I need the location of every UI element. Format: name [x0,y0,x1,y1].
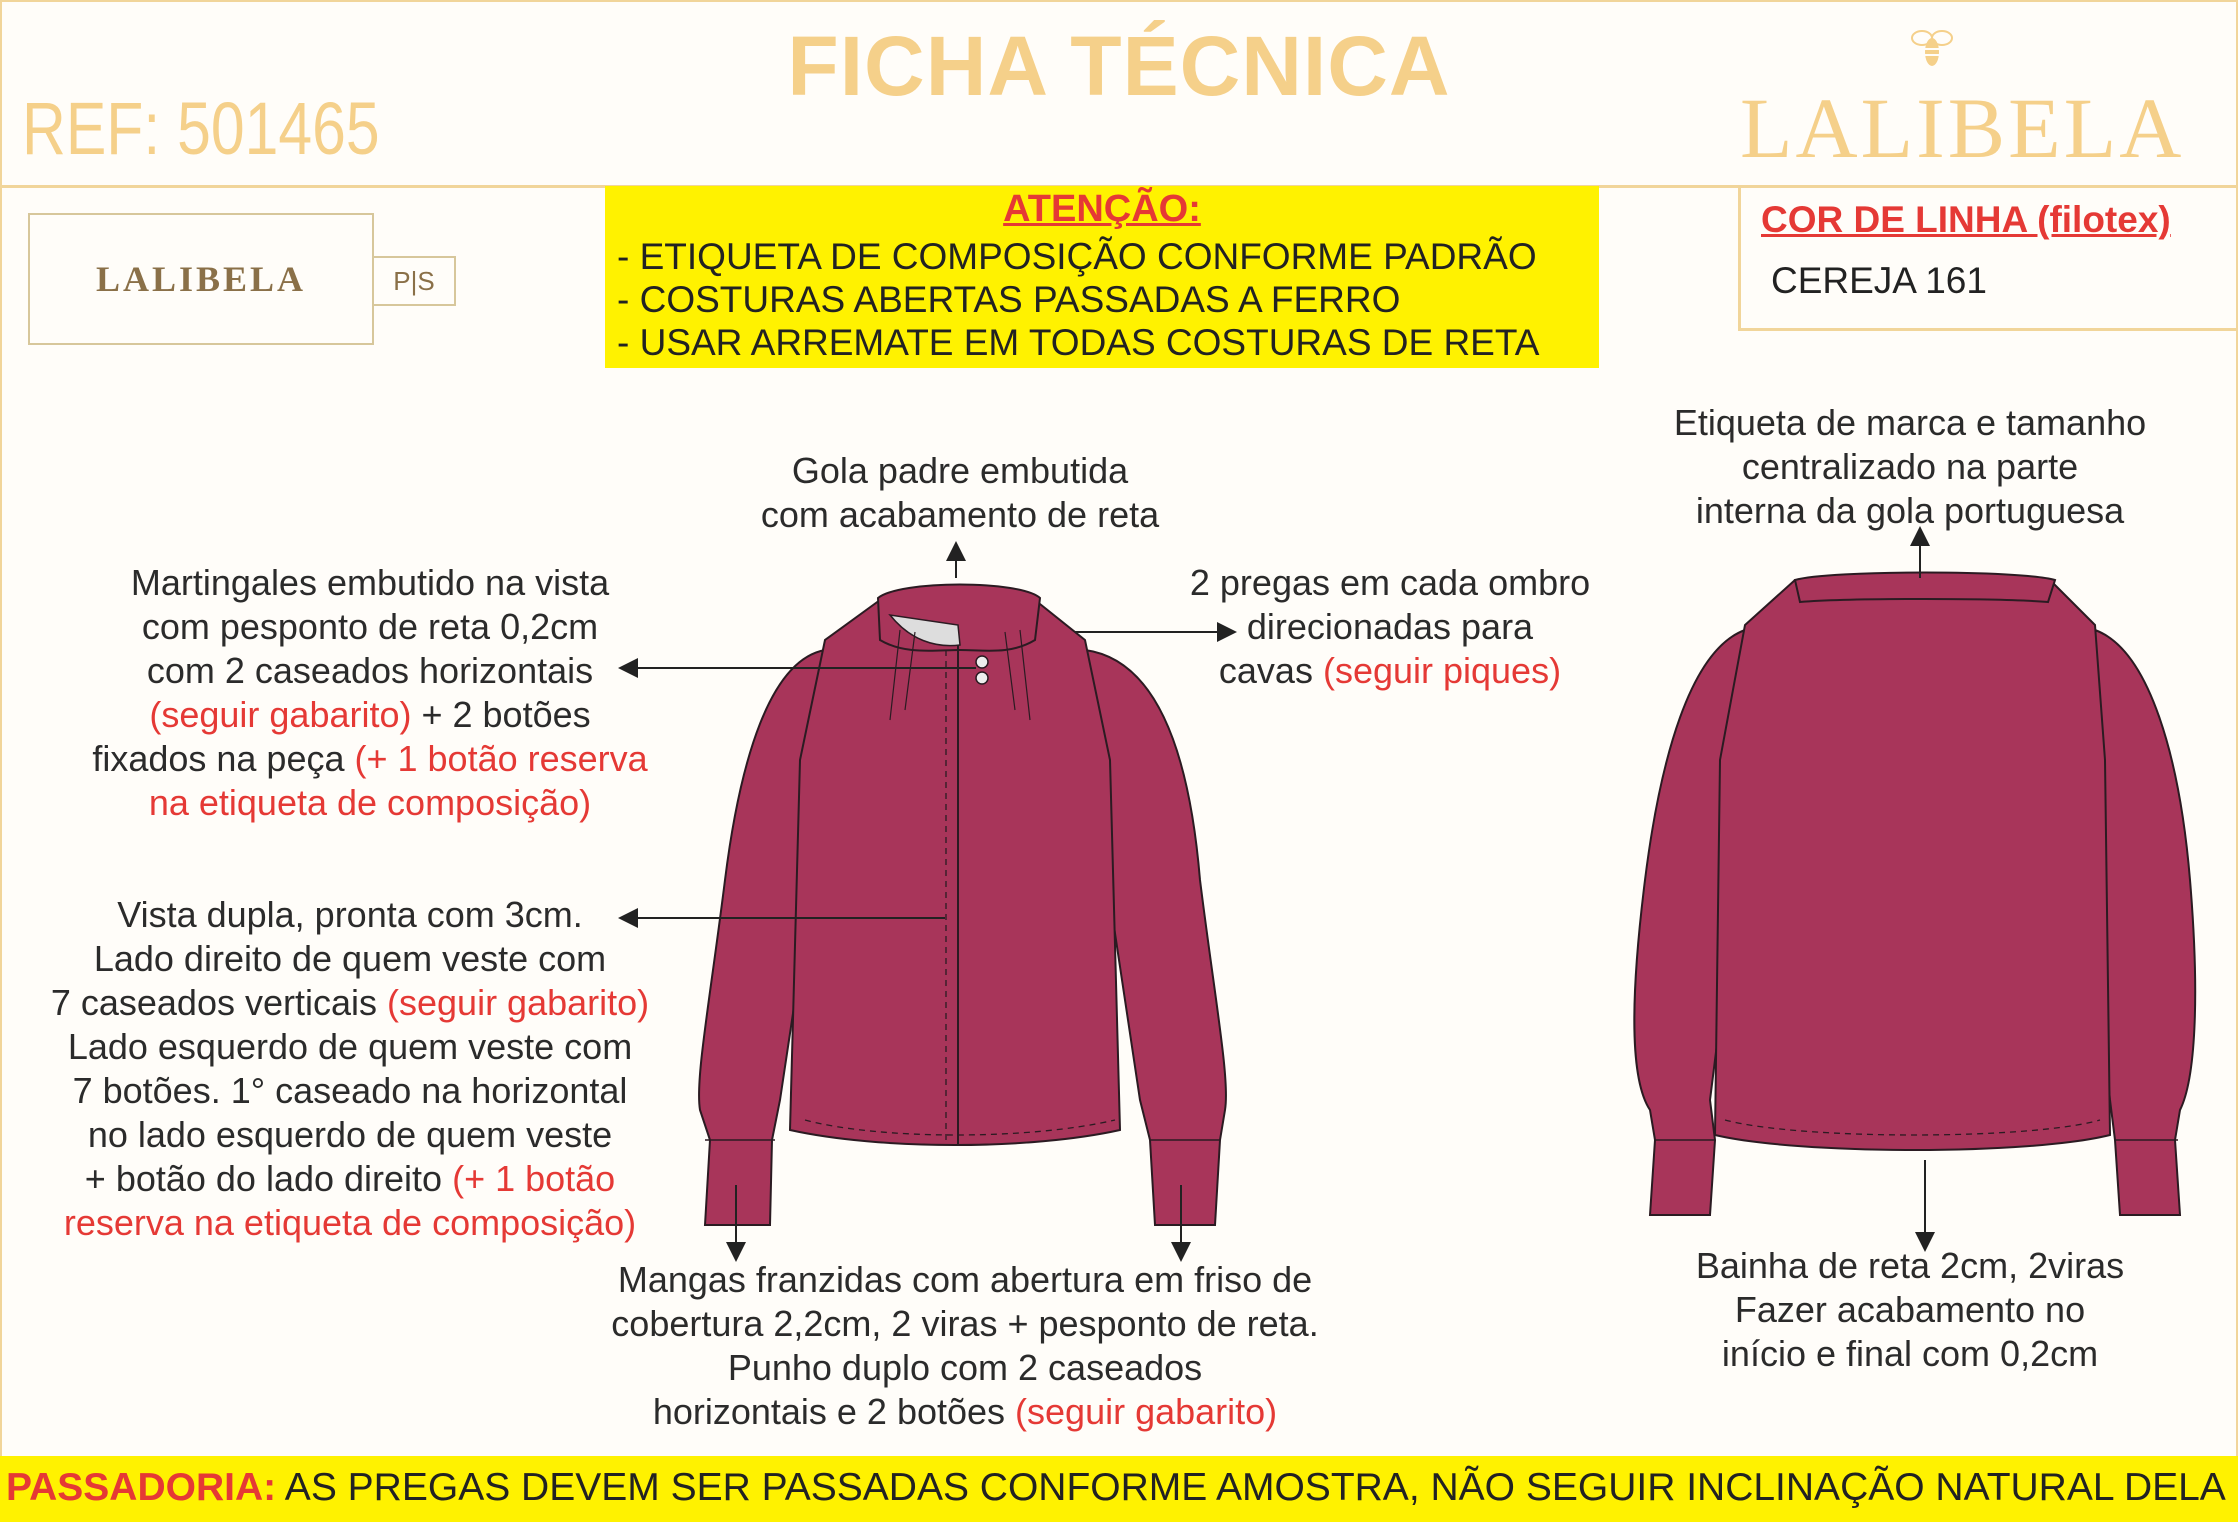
sleeves-note [570,1258,1360,1434]
thread-heading: COR DE LINHA (filotex) [1761,199,2171,240]
placket-note-line: Vista dupla, pronta com 3cm. [117,894,583,935]
footer-label: PASSADORIA: [6,1466,277,1509]
size-tag: P|S [372,256,456,306]
martingale-button [976,656,988,668]
brand-label-note-line: Etiqueta de marca e tamanho [1673,402,2147,443]
front-body [790,600,1120,1145]
attention-line: - ETIQUETA DE COMPOSIÇÃO CONFORME PADRÃO [617,236,1537,277]
back-view-drawing [1634,573,2195,1216]
placket-note-line: 7 caseados verticais (seguir gabarito) [50,982,650,1023]
sleeves-note-line: cobertura 2,2cm, 2 viras + pesponto de reta. [611,1303,1319,1344]
martingales-note [40,561,700,825]
pleats-note-line: direcionadas para [1246,606,1534,647]
footer-body: AS PREGAS DEVEM SER PASSADAS CONFORME AMOSTRA, NÃO SEGUIR INCLINAÇÃO NATURAL DELA [276,1466,2226,1509]
sleeves-note-line: Punho duplo com 2 caseados [727,1347,1203,1388]
hem-note-line: Fazer acabamento no [1734,1289,2086,1330]
collar-note-line: com acabamento de reta [760,494,1160,535]
sleeves-note-line: horizontais e 2 botões (seguir gabarito) [652,1391,1278,1432]
hem-note [1660,1244,2160,1376]
reference-code: REF: 501465 [22,87,380,170]
brand-label-note-line: interna da gola portuguesa [1695,490,2125,531]
collar-note [725,449,1195,537]
brand-logo: LALIBELA [1740,80,2185,176]
placket-note-line: no lado esquerdo de quem veste [87,1114,613,1155]
attention-line: - USAR ARREMATE EM TODAS COSTURAS DE RETA [617,322,1540,363]
footer-text [6,1466,2226,1510]
sleeves-note-line: Mangas franzidas com abertura em friso de [617,1259,1313,1300]
collar-note-line: Gola padre embutida [791,450,1129,491]
page-title: FICHA TÉCNICA [787,19,1451,113]
martingales-note-line: (seguir gabarito) + 2 botões [149,694,591,735]
martingales-note-line: Martingales embutido na vista [130,562,610,603]
hem-note-line: início e final com 0,2cm [1721,1333,2099,1374]
pleats-note-line: 2 pregas em cada ombro [1189,562,1591,603]
thread-value: CEREJA 161 [1771,260,1987,301]
back-collar [1795,573,2055,603]
pleats-note [1160,561,1620,693]
martingales-note-line: com pesponto de reta 0,2cm [141,606,599,647]
placket-note-line: 7 botões. 1° caseado na horizontal [72,1070,628,1111]
front-view-drawing [699,585,1226,1226]
pleats-note-line: cavas (seguir piques) [1218,650,1562,691]
placket-note-line: reserva na etiqueta de composição) [63,1202,637,1243]
martingales-note-line: na etiqueta de composição) [148,782,592,823]
placket-note-line: Lado esquerdo de quem veste com [67,1026,633,1067]
label-brand: LALIBELA [95,259,307,299]
hem-note-line: Bainha de reta 2cm, 2viras [1695,1245,2125,1286]
martingales-note-line: com 2 caseados horizontais [146,650,594,691]
brand-label-note-line: centralizado na parte [1741,446,2079,487]
placket-note-line: + botão do lado direito (+ 1 botão [84,1158,616,1199]
attention-heading: ATENÇÃO: [1003,188,1201,230]
brand-label-note [1620,401,2200,533]
placket-note [10,893,690,1245]
martingale-button [976,672,988,684]
attention-line: - COSTURAS ABERTAS PASSADAS A FERRO [617,279,1401,320]
martingales-note-line: fixados na peça (+ 1 botão reserva [92,738,648,779]
placket-note-line: Lado direito de quem veste com [93,938,607,979]
back-body [1715,580,2110,1150]
ironing-footer [0,1456,2238,1522]
